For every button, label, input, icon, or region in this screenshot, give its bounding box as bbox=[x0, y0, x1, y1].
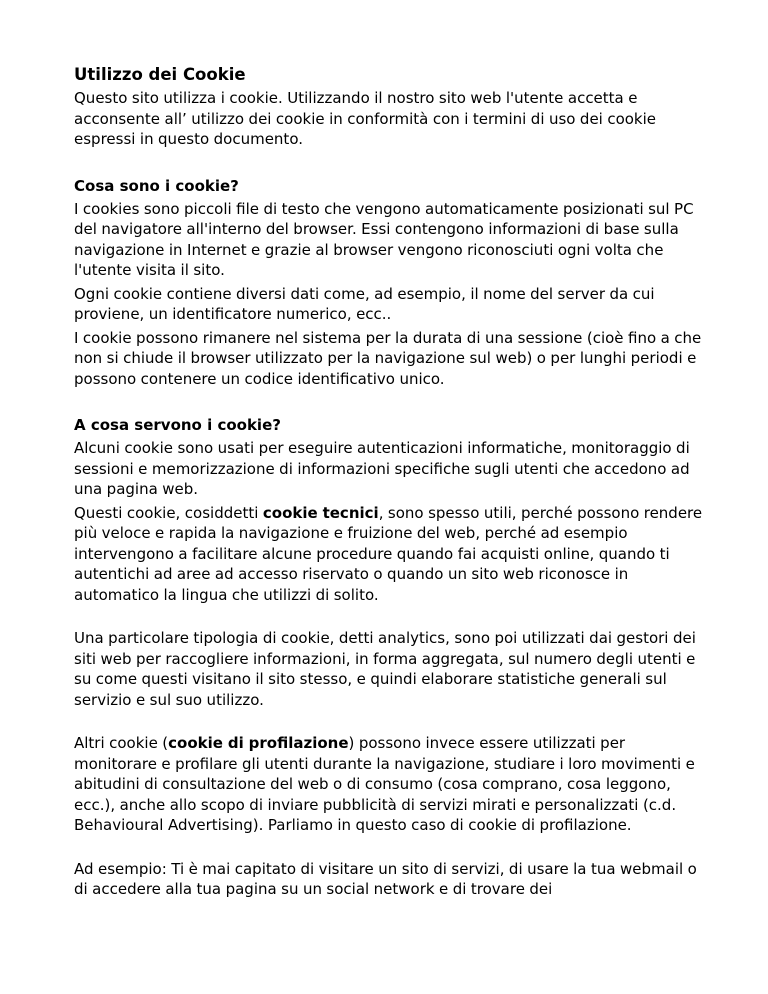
text-run: Questi cookie, cosiddetti bbox=[74, 503, 263, 522]
intro-paragraph: Questo sito utilizza i cookie. Utilizzando il nostro sito web l'utente accetta e acconsente all’ utilizzo dei cookie in conformità con i termini di uso dei cookie espressi in questo documento. bbox=[74, 89, 657, 148]
bold-term-profiling-cookies: cookie di profilazione bbox=[168, 734, 349, 752]
paragraph-cookie-contents: Ogni cookie contiene diversi dati come, ad esempio, il nome del server da cui proviene, un identificatore numerico, ecc.. bbox=[74, 284, 655, 323]
document-page bbox=[74, 64, 704, 903]
paragraph-technical-cookies bbox=[74, 503, 704, 606]
paragraph-analytics-cookies: Una particolare tipologia di cookie, detti analytics, sono poi utilizzati dai gestori dei siti web per raccogliere informazioni, in forma aggregata, sul numero degli utenti e su come questi visitano il sito stesso, e quindi elaborare statistiche generali sul servizio e sul suo utilizzo. bbox=[74, 629, 696, 709]
paragraph-spacer bbox=[74, 839, 704, 859]
paragraph-cookies-definition: I cookies sono piccoli file di testo che vengono automaticamente posizionati sul PC del navigatore all'interno del browser. Essi contengono informazioni di base sulla navigazione in Internet e grazie al browser vengono riconosciuti ogni volta che l'utente visita il sito. bbox=[74, 199, 694, 279]
document-title: Utilizzo dei Cookie bbox=[74, 65, 246, 84]
text-run: ) possono invece essere utilizzati per monitorare e profilare gli utenti durante la navigazione, studiare i loro movimenti e abitudini di consultazione del web o di consumo (cosa comprano, cosa leggono, ecc.), anche allo scopo di inviare pubblicità di servizi mirati e personalizzati (c.d. Behavioural Advertising). Parliamo in questo caso di cookie di profilazione. bbox=[74, 734, 695, 834]
text-run: , sono spesso utili, perché possono rendere più veloce e rapida la navigazione e fruizione del web, perché ad esempio intervengono a facilitare alcune procedure quando fai acquisti online, quando ti autentichi ad aree ad accesso riservato o quando un sito web riconosce in automatico la lingua che utilizzi di solito. bbox=[74, 503, 703, 604]
section-heading-what-cookies-are-for: A cosa servono i cookie? bbox=[74, 416, 281, 434]
text-run: Altri cookie ( bbox=[74, 734, 169, 752]
paragraph-profiling-cookies bbox=[74, 733, 704, 836]
section-heading-what-are-cookies: Cosa sono i cookie? bbox=[74, 176, 239, 195]
bold-term-technical-cookies: cookie tecnici bbox=[262, 503, 379, 522]
paragraph-spacer bbox=[74, 713, 704, 733]
paragraph-cookie-uses: Alcuni cookie sono usati per eseguire autenticazioni informatiche, monitoraggio di sessioni e memorizzazione di informazioni specifiche sugli utenti che accedono ad una pagina web. bbox=[74, 439, 690, 498]
paragraph-spacer bbox=[74, 608, 704, 628]
paragraph-cookie-duration: I cookie possono rimanere nel sistema per la durata di una sessione (cioè fino a che non si chiude il browser utilizzato per la navigazione sul web) o per lunghi periodi e possono contenere un codice identificativo unico. bbox=[74, 328, 702, 388]
section-spacer bbox=[74, 392, 704, 414]
paragraph-example: Ad esempio: Ti è mai capitato di visitare un sito di servizi, di usare la tua webmail o di accedere alla tua pagina su un social network e di trovare dei bbox=[74, 859, 697, 898]
section-spacer bbox=[74, 153, 704, 175]
